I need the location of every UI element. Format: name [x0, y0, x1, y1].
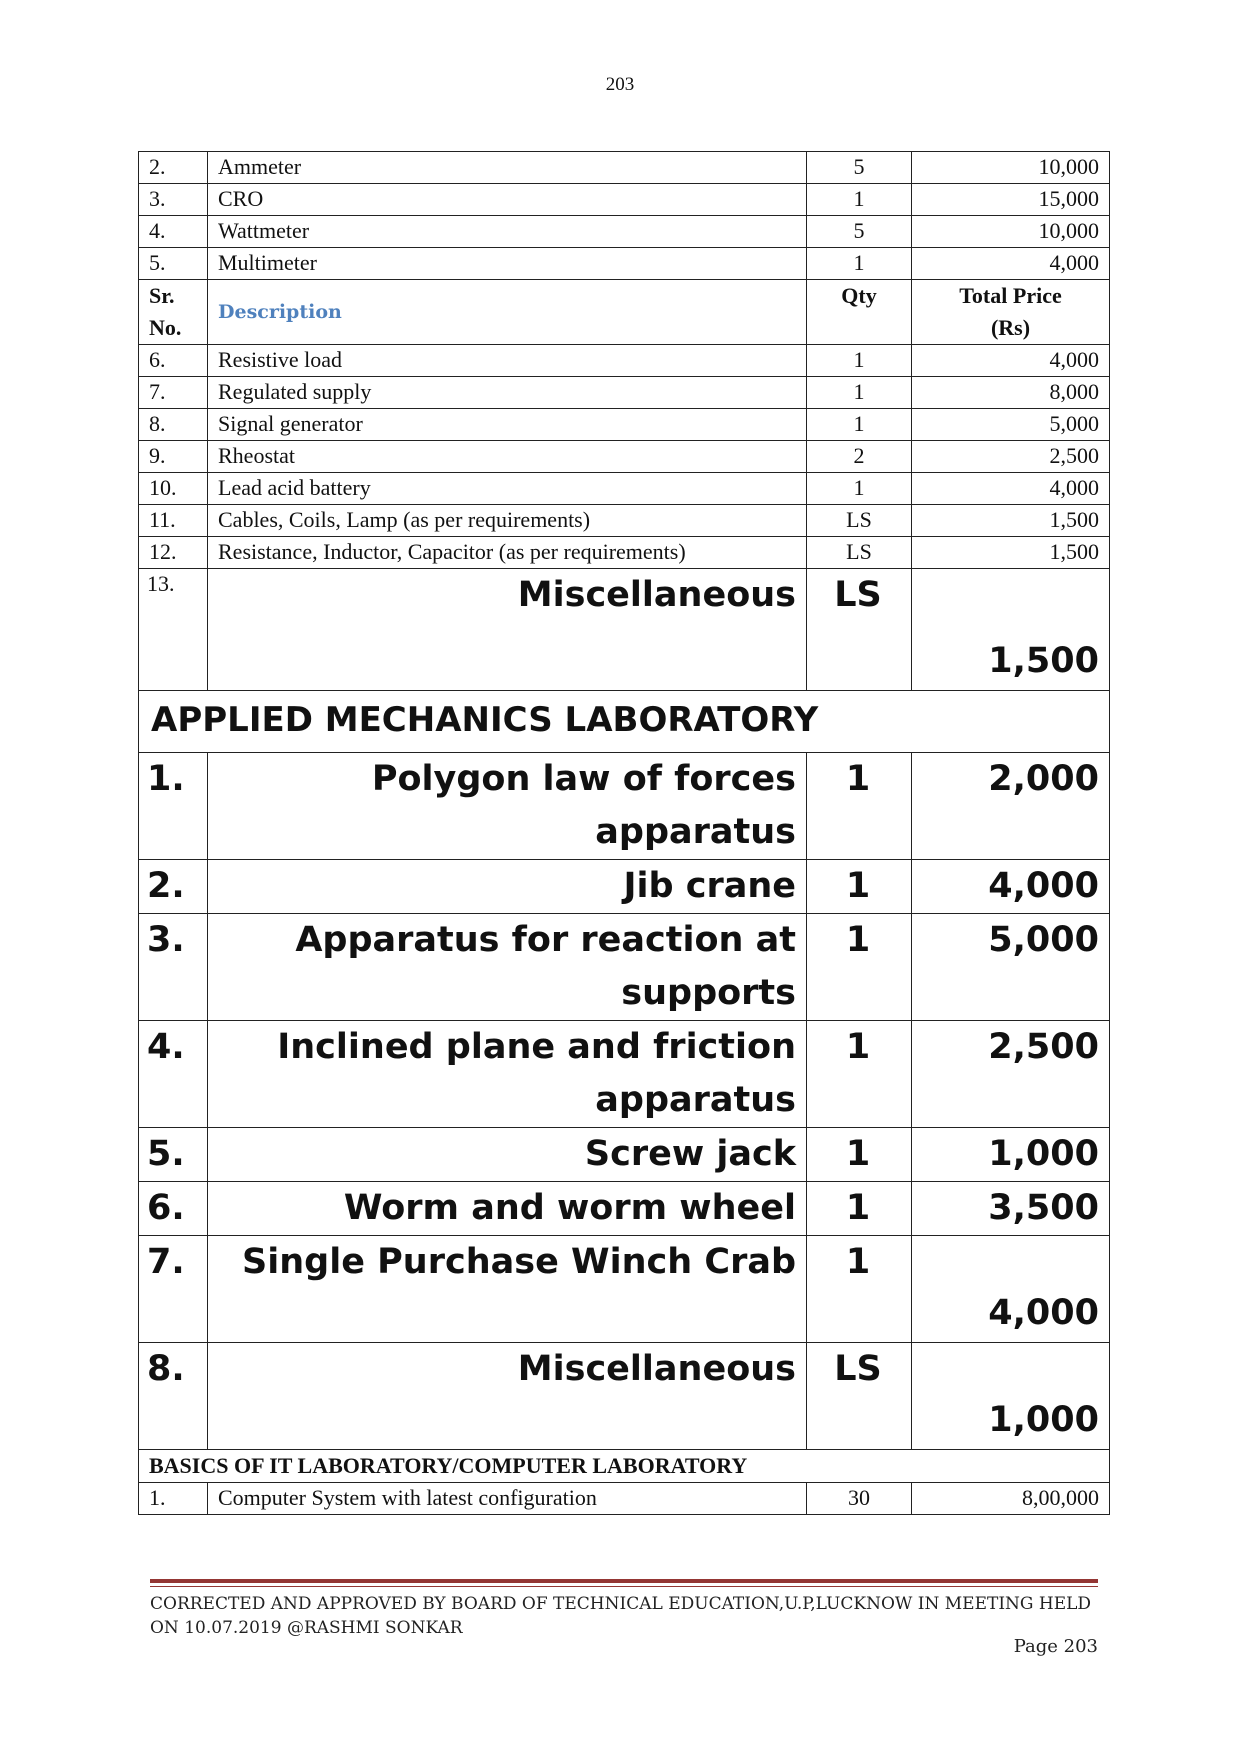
qty-cell: LS	[807, 1343, 912, 1450]
description-cell: Resistive load	[208, 345, 807, 377]
sr-cell: 2.	[139, 152, 208, 184]
price-cell: 1,500	[912, 537, 1110, 569]
footer-line-1: CORRECTED AND APPROVED BY BOARD OF TECHNICAL EDUCATION,U.P,LUCKNOW IN MEETING HELD	[150, 1594, 1092, 1614]
description-cell: Rheostat	[208, 441, 807, 473]
qty-cell: 1	[807, 473, 912, 505]
description-cell: Inclined plane and friction apparatus	[208, 1021, 807, 1128]
description-cell: Computer System with latest configuration	[208, 1483, 807, 1515]
table-row	[139, 1343, 1110, 1450]
price-cell: 4,000	[912, 1236, 1110, 1343]
header-price-line1: Total Price	[959, 283, 1062, 308]
table-row	[139, 345, 1110, 377]
description-cell: Miscellaneous	[208, 1343, 807, 1450]
sr-cell: 3.	[139, 914, 208, 1021]
qty-cell: 1	[807, 1021, 912, 1128]
table-row	[139, 441, 1110, 473]
header-total-price	[912, 280, 1110, 345]
qty-cell: LS	[807, 537, 912, 569]
price-cell: 1,000	[912, 1343, 1110, 1450]
header-sr-no	[139, 280, 208, 345]
sr-cell: 8.	[139, 409, 208, 441]
description-cell: Miscellaneous	[208, 569, 807, 691]
description-cell: Single Purchase Winch Crab	[208, 1236, 807, 1343]
sr-cell: 5.	[139, 1128, 208, 1182]
footer-rule-thin	[150, 1586, 1098, 1587]
description-cell: Apparatus for reaction at supports	[208, 914, 807, 1021]
table-row	[139, 1483, 1110, 1515]
qty-cell: 1	[807, 184, 912, 216]
equipment-table	[138, 151, 1110, 1515]
sr-cell: 8.	[139, 1343, 208, 1450]
table-row	[139, 1021, 1110, 1128]
qty-cell: 2	[807, 441, 912, 473]
section-title-it-laboratory: BASICS OF IT LABORATORY/COMPUTER LABORATORY	[139, 1450, 1110, 1483]
qty-cell: 5	[807, 216, 912, 248]
table-row	[139, 473, 1110, 505]
sr-cell: 5.	[139, 248, 208, 280]
qty-cell: 1	[807, 914, 912, 1021]
qty-cell: 1	[807, 1182, 912, 1236]
qty-cell: 5	[807, 152, 912, 184]
price-cell: 10,000	[912, 152, 1110, 184]
price-cell: 4,000	[912, 345, 1110, 377]
table-row	[139, 409, 1110, 441]
table-row	[139, 1128, 1110, 1182]
description-cell: Signal generator	[208, 409, 807, 441]
description-cell: Regulated supply	[208, 377, 807, 409]
description-cell: Cables, Coils, Lamp (as per requirements)	[208, 505, 807, 537]
price-cell: 4,000	[912, 860, 1110, 914]
price-cell: 3,500	[912, 1182, 1110, 1236]
sr-cell: 1.	[139, 1483, 208, 1515]
price-cell: 2,500	[912, 441, 1110, 473]
price-cell: 2,500	[912, 1021, 1110, 1128]
qty-cell: 1	[807, 1236, 912, 1343]
sr-cell: 7.	[139, 377, 208, 409]
footer-rule-thick	[150, 1579, 1098, 1583]
table-row	[139, 569, 1110, 691]
table-row	[139, 753, 1110, 860]
sr-cell: 4.	[139, 216, 208, 248]
sr-cell: 1.	[139, 753, 208, 860]
page-number-top: 203	[605, 74, 635, 95]
header-description: Description	[208, 280, 807, 345]
price-cell: 10,000	[912, 216, 1110, 248]
description-cell: Lead acid battery	[208, 473, 807, 505]
header-price-line2: (Rs)	[990, 315, 1031, 340]
sr-cell: 13.	[139, 569, 208, 691]
description-cell: Multimeter	[208, 248, 807, 280]
qty-cell: 30	[807, 1483, 912, 1515]
header-sr-line2: No.	[149, 315, 182, 340]
description-cell: Screw jack	[208, 1128, 807, 1182]
table-row	[139, 184, 1110, 216]
price-cell: 1,500	[912, 505, 1110, 537]
sr-cell: 9.	[139, 441, 208, 473]
table-row	[139, 248, 1110, 280]
qty-cell: 1	[807, 753, 912, 860]
qty-cell: 1	[807, 1128, 912, 1182]
sr-cell: 6.	[139, 345, 208, 377]
table-row	[139, 914, 1110, 1021]
section-heading-row	[139, 691, 1110, 753]
sr-cell: 10.	[139, 473, 208, 505]
description-cell: Wattmeter	[208, 216, 807, 248]
price-cell: 1,000	[912, 1128, 1110, 1182]
description-cell: Worm and worm wheel	[208, 1182, 807, 1236]
sr-cell: 3.	[139, 184, 208, 216]
section-title-applied-mechanics: APPLIED MECHANICS LABORATORY	[139, 691, 1110, 753]
footer-note	[150, 1592, 1110, 1640]
description-cell: Jib crane	[208, 860, 807, 914]
sr-cell: 7.	[139, 1236, 208, 1343]
description-cell: Resistance, Inductor, Capacitor (as per requirements)	[208, 537, 807, 569]
table-row	[139, 505, 1110, 537]
sr-cell: 6.	[139, 1182, 208, 1236]
price-cell: 5,000	[912, 409, 1110, 441]
price-cell: 8,000	[912, 377, 1110, 409]
qty-cell: 1	[807, 345, 912, 377]
header-sr-line1: Sr.	[149, 283, 175, 308]
qty-cell: 1	[807, 377, 912, 409]
footer-line-2: ON 10.07.2019 @RASHMI SONKAR	[150, 1618, 463, 1638]
footer-page-number: Page 203	[1013, 1636, 1098, 1657]
price-cell: 1,500	[912, 569, 1110, 691]
price-cell: 8,00,000	[912, 1483, 1110, 1515]
price-cell: 15,000	[912, 184, 1110, 216]
sr-cell: 11.	[139, 505, 208, 537]
price-cell: 4,000	[912, 248, 1110, 280]
sr-cell: 12.	[139, 537, 208, 569]
table-row	[139, 377, 1110, 409]
sr-cell: 4.	[139, 1021, 208, 1128]
table-row	[139, 1236, 1110, 1343]
description-cell: Polygon law of forces apparatus	[208, 753, 807, 860]
table-row	[139, 1182, 1110, 1236]
table-row	[139, 537, 1110, 569]
description-cell: Ammeter	[208, 152, 807, 184]
qty-cell: 1	[807, 409, 912, 441]
header-qty: Qty	[807, 280, 912, 345]
table-row	[139, 216, 1110, 248]
qty-cell: LS	[807, 505, 912, 537]
qty-cell: 1	[807, 248, 912, 280]
price-cell: 5,000	[912, 914, 1110, 1021]
table-row	[139, 152, 1110, 184]
price-cell: 2,000	[912, 753, 1110, 860]
table-header-row	[139, 280, 1110, 345]
description-cell: CRO	[208, 184, 807, 216]
price-cell: 4,000	[912, 473, 1110, 505]
qty-cell: LS	[807, 569, 912, 691]
section-heading-row	[139, 1450, 1110, 1483]
sr-cell: 2.	[139, 860, 208, 914]
qty-cell: 1	[807, 860, 912, 914]
table-row	[139, 860, 1110, 914]
